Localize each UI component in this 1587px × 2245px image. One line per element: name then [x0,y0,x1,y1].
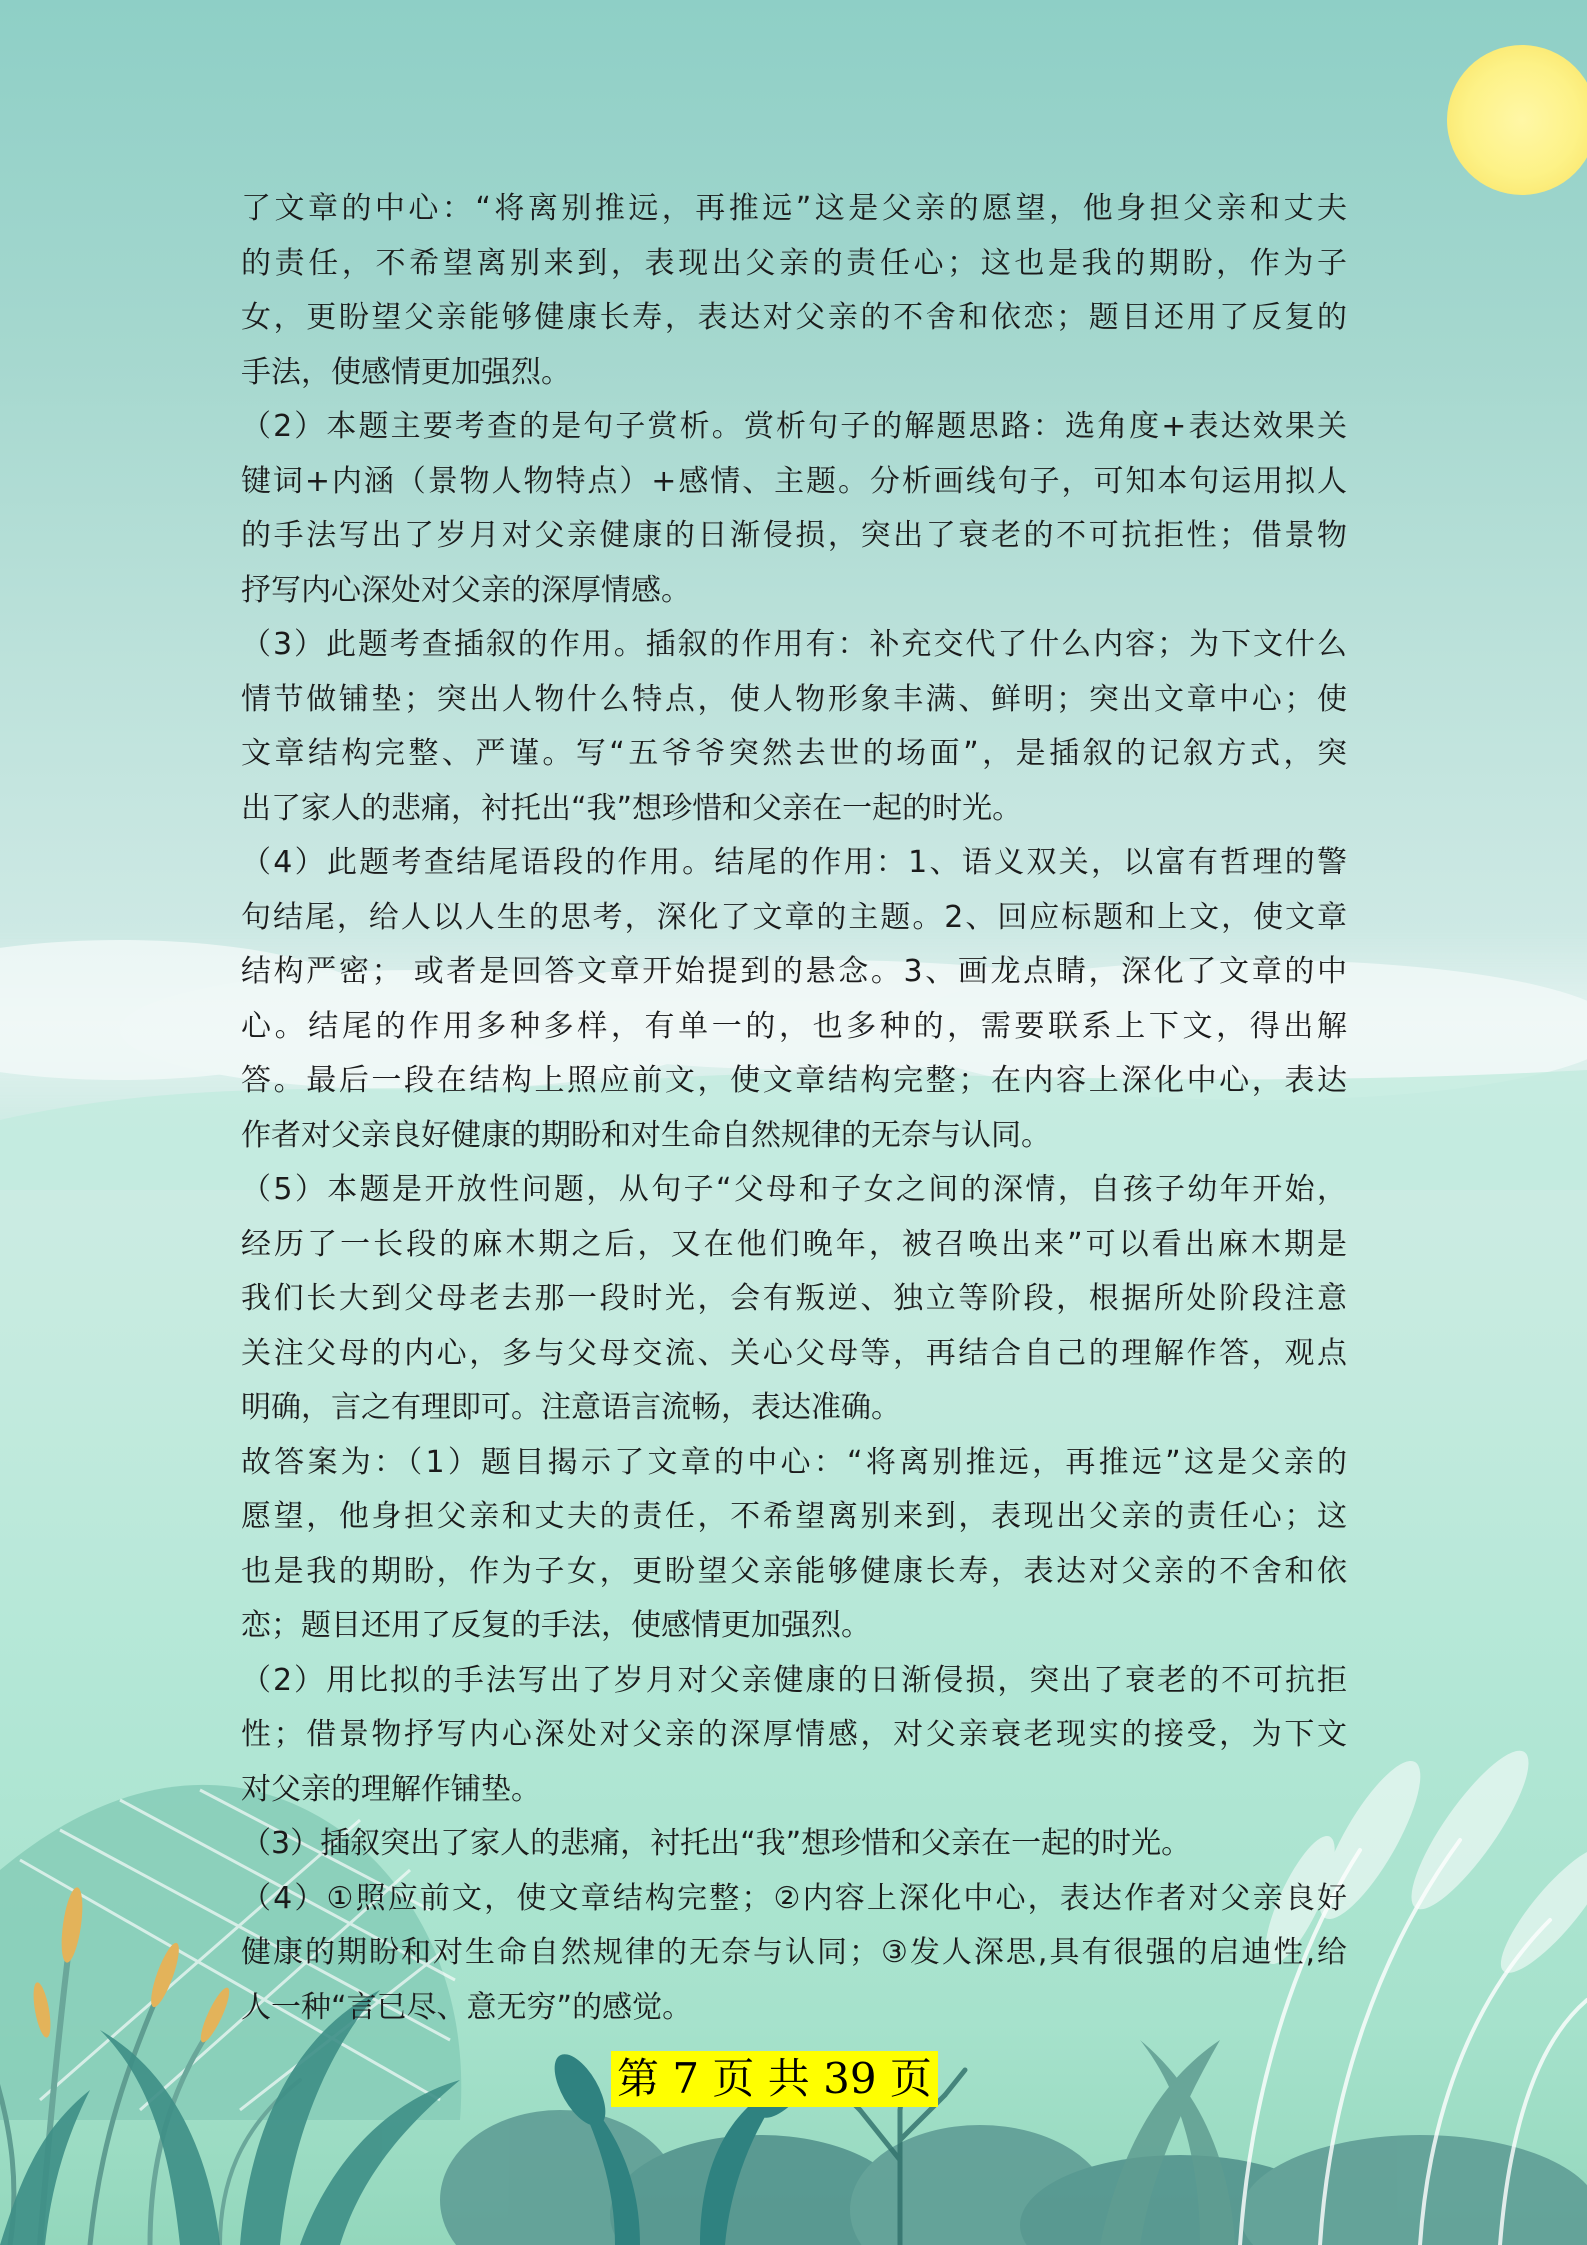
text-line: 作者对父亲良好健康的期盼和对生命自然规律的无奈与认同。 [241,1118,1051,1153]
text-line: 结构严密； 或者是回答文章开始提到的悬念。3、画龙点睛，深化了文章的中 [241,954,1347,989]
text-line: 故答案为：（1）题目揭示了文章的中心：“将离别推远，再推远”这是父亲的 [241,1445,1347,1480]
text-line: 关注父母的内心，多与父母交流、关心父母等，再结合自己的理解作答，观点 [241,1336,1347,1371]
text-line: 愿望，他身担父亲和丈夫的责任，不希望离别来到，表现出父亲的责任心；这 [241,1499,1347,1534]
text-line: （3）此题考查插叙的作用。插叙的作用有：补充交代了什么内容；为下文什么 [241,627,1347,662]
text-line: 恋；题目还用了反复的手法，使感情更加强烈。 [241,1608,871,1643]
text-line: 性；借景物抒写内心深处对父亲的深厚情感，对父亲衰老现实的接受，为下文 [241,1717,1347,1752]
text-line: （4）①照应前文，使文章结构完整；②内容上深化中心，表达作者对父亲良好 [241,1881,1347,1916]
text-line: 我们长大到父母老去那一段时光，会有叛逆、独立等阶段，根据所处阶段注意 [241,1281,1347,1316]
text-line: 心。结尾的作用多种多样，有单一的，也多种的，需要联系上下文，得出解 [241,1009,1347,1044]
text-line: （4）此题考查结尾语段的作用。结尾的作用：1、语义双关，以富有哲理的警 [241,845,1347,880]
text-line: （2）本题主要考查的是句子赏析。赏析句子的解题思路：选角度+表达效果关 [241,409,1347,444]
text-line: 对父亲的理解作铺垫。 [241,1772,541,1807]
text-line: 经历了一长段的麻木期之后，又在他们晚年，被召唤出来”可以看出麻木期是 [241,1227,1347,1262]
text-line: （2）用比拟的手法写出了岁月对父亲健康的日渐侵损，突出了衰老的不可抗拒 [241,1663,1347,1698]
text-line: 的手法写出了岁月对父亲健康的日渐侵损，突出了衰老的不可抗拒性；借景物 [241,518,1347,553]
page-number-badge: 第 7 页 共 39 页 [611,2051,938,2107]
text-line: 了文章的中心：“将离别推远，再推远”这是父亲的愿望，他身担父亲和丈夫 [241,191,1347,226]
text-line: 手法，使感情更加强烈。 [241,355,571,390]
text-line: （5）本题是开放性问题，从句子“父母和子女之间的深情，自孩子幼年开始， [241,1172,1347,1207]
text-line: 出了家人的悲痛，衬托出“我”想珍惜和父亲在一起的时光。 [241,791,1023,826]
text-line: 人一种“言已尽、意无穷”的感觉。 [241,1990,693,2025]
text-line: 也是我的期盼，作为子女，更盼望父亲能够健康长寿，表达对父亲的不舍和依 [241,1554,1347,1589]
text-line: （3）插叙突出了家人的悲痛，衬托出“我”想珍惜和父亲在一起的时光。 [241,1826,1192,1861]
text-line: 女，更盼望父亲能够健康长寿，表达对父亲的不舍和依恋；题目还用了反复的 [241,300,1347,335]
text-line: 抒写内心深处对父亲的深厚情感。 [241,573,691,608]
text-line: 的责任，不希望离别来到，表现出父亲的责任心；这也是我的期盼，作为子 [241,246,1347,281]
text-line: 键词+内涵（景物人物特点）+感情、主题。分析画线句子，可知本句运用拟人 [241,464,1347,499]
text-line: 明确，言之有理即可。注意语言流畅，表达准确。 [241,1390,901,1425]
text-line: 答。最后一段在结构上照应前文，使文章结构完整；在内容上深化中心，表达 [241,1063,1347,1098]
text-line: 健康的期盼和对生命自然规律的无奈与认同；③发人深思,具有很强的启迪性,给 [241,1935,1347,1970]
text-line: 句结尾，给人以人生的思考，深化了文章的主题。2、回应标题和上文，使文章 [241,900,1347,935]
text-line: 情节做铺垫；突出人物什么特点，使人物形象丰满、鲜明；突出文章中心；使 [241,682,1347,717]
text-line: 文章结构完整、严谨。写“五爷爷突然去世的场面”，是插叙的记叙方式，突 [241,736,1347,771]
